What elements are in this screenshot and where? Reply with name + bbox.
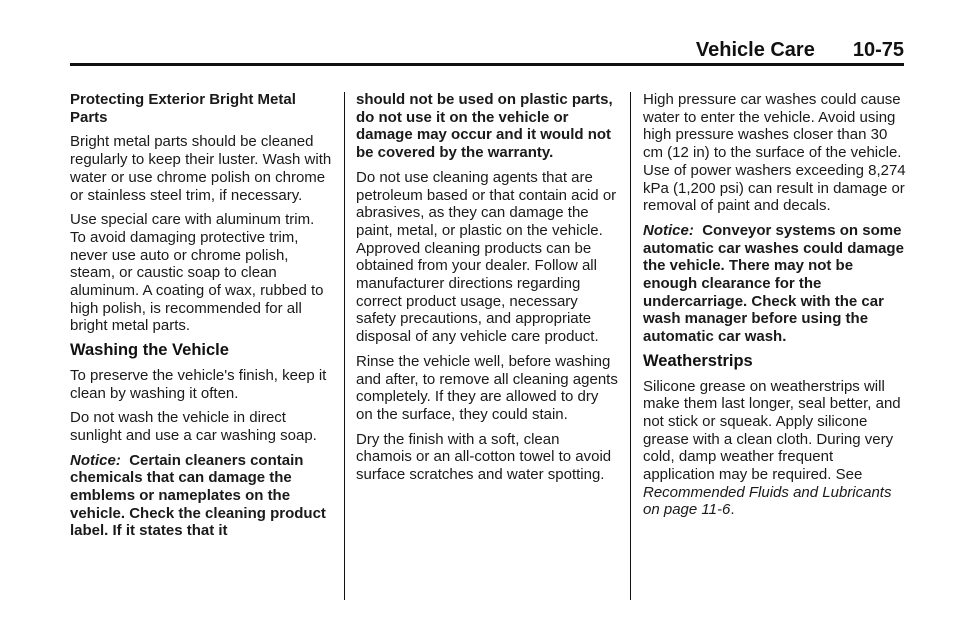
page-header [70, 38, 904, 62]
notice-text: Certain cleaners contain chemicals that can damage the emblems or nameplates on the vehicle. Check the cleaning product label. If it states that it [70, 451, 326, 540]
paragraph: To preserve the vehicle's finish, keep it clean by washing it often. [70, 366, 327, 402]
paragraph: Do not use cleaning agents that are petroleum based or that contain acid or abrasives, as they can damage the paint, metal, or plastic on the vehicle. Approved cleaning products can be obtained from your dealer. Follow all manufacturer directions regarding correct product usage, necessary safety precautions, and appropriate disposal of any vehicle care product. [356, 168, 617, 346]
paragraph: High pressure car washes could cause water to enter the vehicle. Avoid using high pressure washes closer than 30 cm (12 in) to the surface of the vehicle. Use of power washers exceeding 8,274 kPa (1,200 psi) can result in damage or removal of paint and decals. [643, 91, 906, 215]
section-title: Vehicle Care [695, 39, 815, 61]
heading-text: Weatherstrips [643, 351, 753, 370]
header-rule [70, 63, 904, 66]
notice-label: Notice: [643, 221, 694, 239]
cross-reference-link[interactable]: Recommended Fluids and Lubricants on page 11-6 [643, 483, 892, 519]
paragraph-text: Silicone grease on weatherstrips will make them last longer, seal better, and not stick or squeak. Apply silicone grease with a clean cloth. During very cold, damp weather frequent application may be required. See [643, 377, 901, 484]
heading-text: Washing the Vehicle [70, 341, 229, 360]
column-divider [344, 92, 345, 600]
paragraph: Bright metal parts should be cleaned regularly to keep their luster. Wash with water or use chrome polish on chrome or stainless steel trim, if necessary. [70, 133, 332, 204]
page-number: 10-75 [852, 39, 904, 61]
notice-text: Conveyor systems on some automatic car washes could damage the vehicle. There may not be enough clearance for the undercarriage. Check with the car wash manager before using the automatic car wash. [643, 221, 904, 346]
notice-continuation: should not be used on plastic parts, do not use it on the vehicle or damage may occur and it would not be covered by the warranty. [356, 91, 613, 162]
notice-label: Notice: [70, 451, 121, 469]
heading-weatherstrips [643, 353, 908, 371]
heading-washing-the-vehicle [70, 342, 332, 360]
column-1 [70, 91, 332, 547]
paragraph: Do not wash the vehicle in direct sunlight and use a car washing soap. [70, 409, 317, 444]
column-2 [356, 91, 618, 491]
column-3 [643, 91, 908, 526]
notice-paragraph [643, 222, 908, 346]
column-divider [630, 92, 631, 600]
paragraph-end: . [730, 501, 735, 519]
notice-paragraph [70, 452, 332, 541]
paragraph: Dry the finish with a soft, clean chamois or an all-cotton towel to avoid surface scratches and water spotting. [356, 430, 612, 484]
paragraph: Use special care with aluminum trim. To avoid damaging protective trim, never use auto or chrome polish, steam, or caustic soap to clean aluminum. A coating of wax, rubbed to high polish, is recommended for all bright metal parts. [70, 211, 324, 335]
paragraph [643, 378, 908, 520]
subheading-bright-metal: Protecting Exterior Bright Metal Parts [70, 91, 296, 126]
paragraph: Rinse the vehicle well, before washing and after, to remove all cleaning agents completely. If they are allowed to dry on the surface, they could stain. [356, 352, 618, 423]
